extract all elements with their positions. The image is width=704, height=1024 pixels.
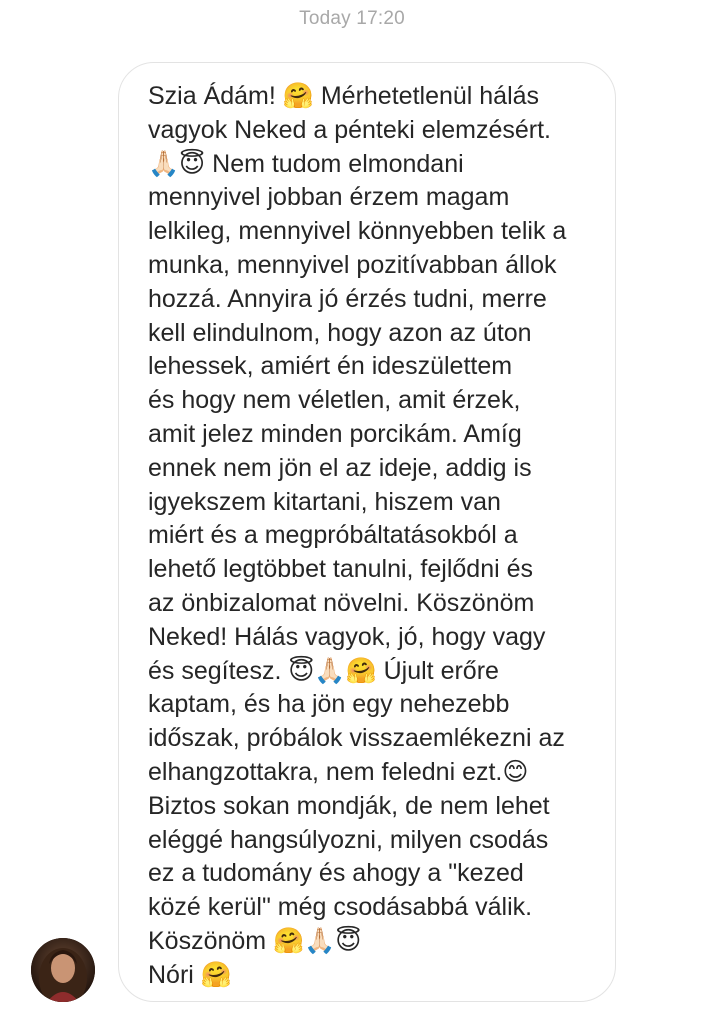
message-line: 🙏🏻😇 Nem tudom elmondani [148, 149, 464, 178]
message-line: lelkileg, mennyivel könnyebben telik a [148, 217, 567, 246]
message-line: igyekszem kitartani, hiszem van [148, 487, 501, 516]
message-line: munka, mennyivel pozitívabban állok [148, 250, 557, 279]
message-line: ennek nem jön el az ideje, addig is [148, 453, 532, 482]
message-line: lehessek, amiért én ideszülettem [148, 352, 513, 381]
message-line: miért és a megpróbáltatásokból a [148, 521, 518, 550]
message-timestamp: Today 17:20 [299, 8, 405, 29]
message-line: időszak, próbálok visszaemlékezni az [148, 724, 565, 753]
message-line: Biztos sokan mondják, de nem lehet [148, 791, 550, 820]
avatar-photo-icon [31, 938, 95, 1002]
message-line: és segítesz. 😇🙏🏻🤗 Újult erőre [148, 656, 499, 685]
message-line: mennyivel jobban érzem magam [148, 183, 510, 212]
sender-avatar[interactable] [31, 938, 95, 1002]
message-line: Nóri 🤗 [148, 960, 232, 989]
message-line: közé kerül" még csodásabbá válik. [148, 893, 533, 922]
message-line: kaptam, és ha jön egy nehezebb [148, 690, 510, 719]
message-line: Szia Ádám! 🤗 Mérhetetlenül hálás [148, 82, 540, 110]
message-line: és hogy nem véletlen, amit érzek, [148, 386, 521, 415]
message-line: Neked! Hálás vagyok, jó, hogy vagy [148, 622, 546, 651]
message-line: vagyok Neked a pénteki elemzésért. [148, 115, 551, 144]
message-line: Köszönöm 🤗🙏🏻😇 [148, 926, 362, 955]
message-text [148, 80, 598, 993]
message-line: elhangzottakra, nem feledni ezt.😊 [148, 757, 529, 786]
message-line: eléggé hangsúlyozni, milyen csodás [148, 825, 549, 854]
message-line: kell elindulnom, hogy azon az úton [148, 318, 532, 347]
message-line: lehető legtöbbet tanulni, fejlődni és [148, 555, 534, 584]
message-line: ez a tudomány és ahogy a "kezed [148, 859, 524, 888]
message-line: az önbizalomat növelni. Köszönöm [148, 588, 535, 617]
message-line: hozzá. Annyira jó érzés tudni, merre [148, 284, 547, 313]
message-line: amit jelez minden porcikám. Amíg [148, 419, 522, 448]
